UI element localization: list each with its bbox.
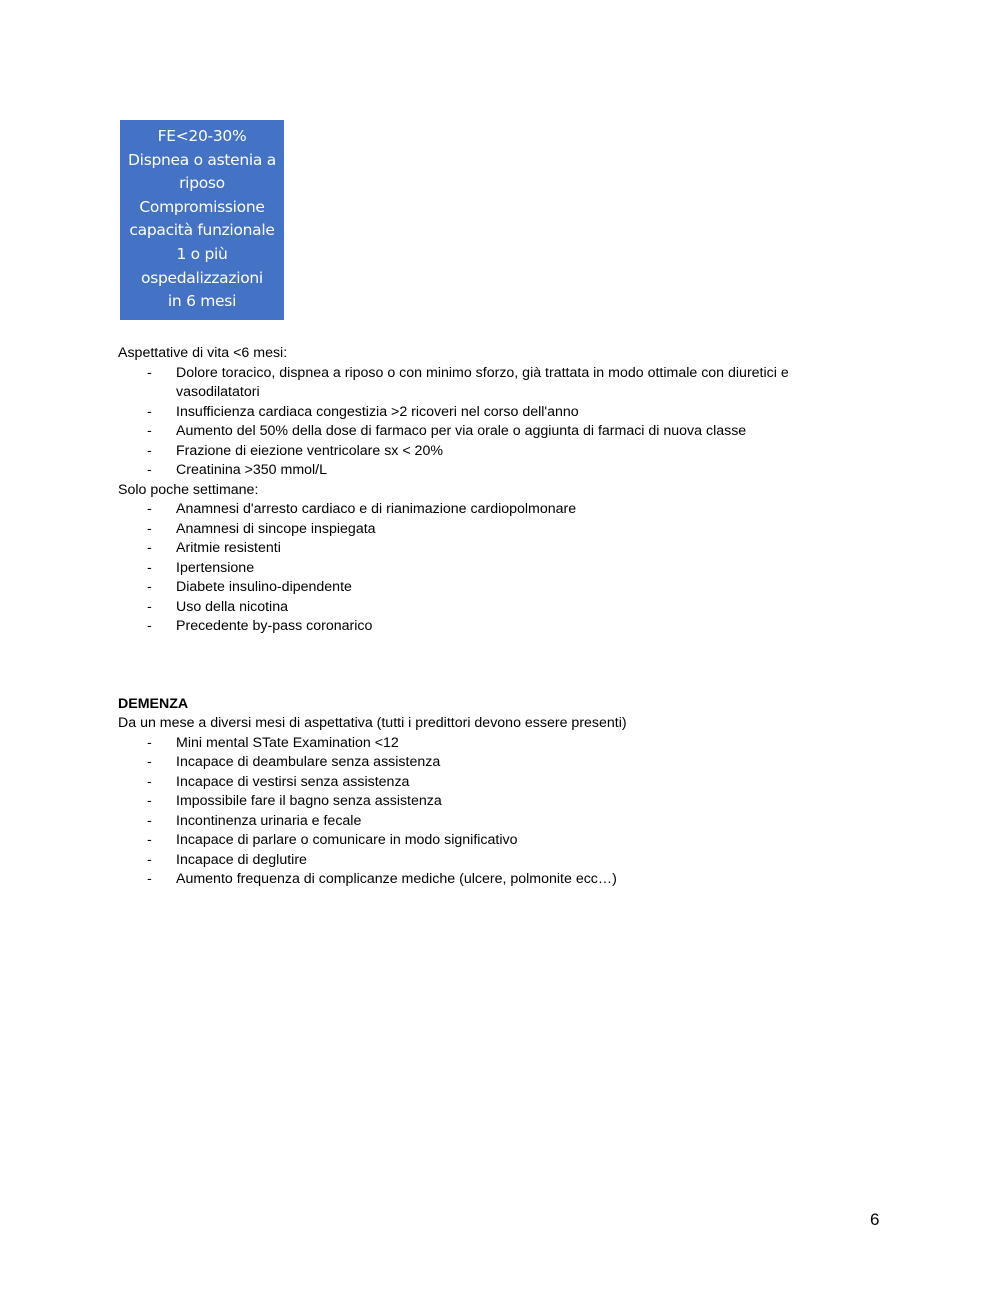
section-spacer [118, 637, 858, 695]
box-line: Compromissione [139, 197, 265, 216]
list-item: - Ipertensione [118, 559, 858, 579]
list-item: - Incapace di vestirsi senza assistenza [118, 773, 858, 793]
list-item: - Creatinina >350 mmol/L [118, 461, 858, 481]
list-item: - Uso della nicotina [118, 598, 858, 618]
dementia-intro: Da un mese a diversi mesi di aspettativa (tutti i predittori devono essere presenti) [118, 715, 627, 731]
list-item: - Dolore toracico, dispnea a riposo o con minimo sforzo, già trattata in modo ottimale con diuretici e vasodilatatori [118, 364, 858, 403]
list-item: - Precedente by-pass coronarico [118, 617, 858, 637]
list-item: - Aumento del 50% della dose di farmaco per via orale o aggiunta di farmaci di nuova classe [118, 422, 858, 442]
box-line: ospedalizzazioni [141, 268, 263, 287]
box-line: capacità funzionale [129, 221, 275, 240]
list-item: - Anamnesi di sincope inspiegata [118, 520, 858, 540]
list-item: - Incontinenza urinaria e fecale [118, 812, 858, 832]
list-item: - Insufficienza cardiaca congestizia >2 ricoveri nel corso dell'anno [118, 403, 858, 423]
list-item: - Incapace di parlare o comunicare in modo significativo [118, 831, 858, 851]
box-line: riposo [179, 174, 225, 193]
list-item: - Aumento frequenza di complicanze mediche (ulcere, polmonite ecc…) [118, 870, 858, 890]
list-item: - Anamnesi d'arresto cardiaco e di rianimazione cardiopolmonare [118, 500, 858, 520]
section-intro-few-weeks: Solo poche settimane: [118, 481, 259, 498]
list-item: - Diabete insulino-dipendente [118, 578, 858, 598]
list-item: - Impossibile fare il bagno senza assistenza [118, 792, 858, 812]
box-line: Dispnea o astenia a [128, 150, 276, 169]
box-line: 1 o più [176, 244, 228, 263]
few-weeks-list [118, 500, 858, 637]
page-number: 6 [870, 1210, 880, 1229]
list-item: - Frazione di eiezione ventricolare sx < 20% [118, 442, 858, 462]
box-line: in 6 mesi [167, 292, 237, 311]
list-item: - Aritmie resistenti [118, 539, 858, 559]
dementia-heading: DEMENZA [118, 695, 189, 712]
list-item: - Mini mental STate Examination <12 [118, 734, 858, 754]
life-expectancy-list [118, 364, 858, 481]
document-body [118, 344, 858, 890]
list-item: - Incapace di deambulare senza assistenza [118, 753, 858, 773]
box-line: FE<20-30% [157, 127, 247, 145]
list-item: - Incapace di deglutire [118, 851, 858, 871]
section-intro-life-expectancy: Aspettative di vita <6 mesi: [118, 345, 288, 361]
heart-failure-criteria-box [120, 120, 284, 320]
dementia-list [118, 734, 858, 890]
